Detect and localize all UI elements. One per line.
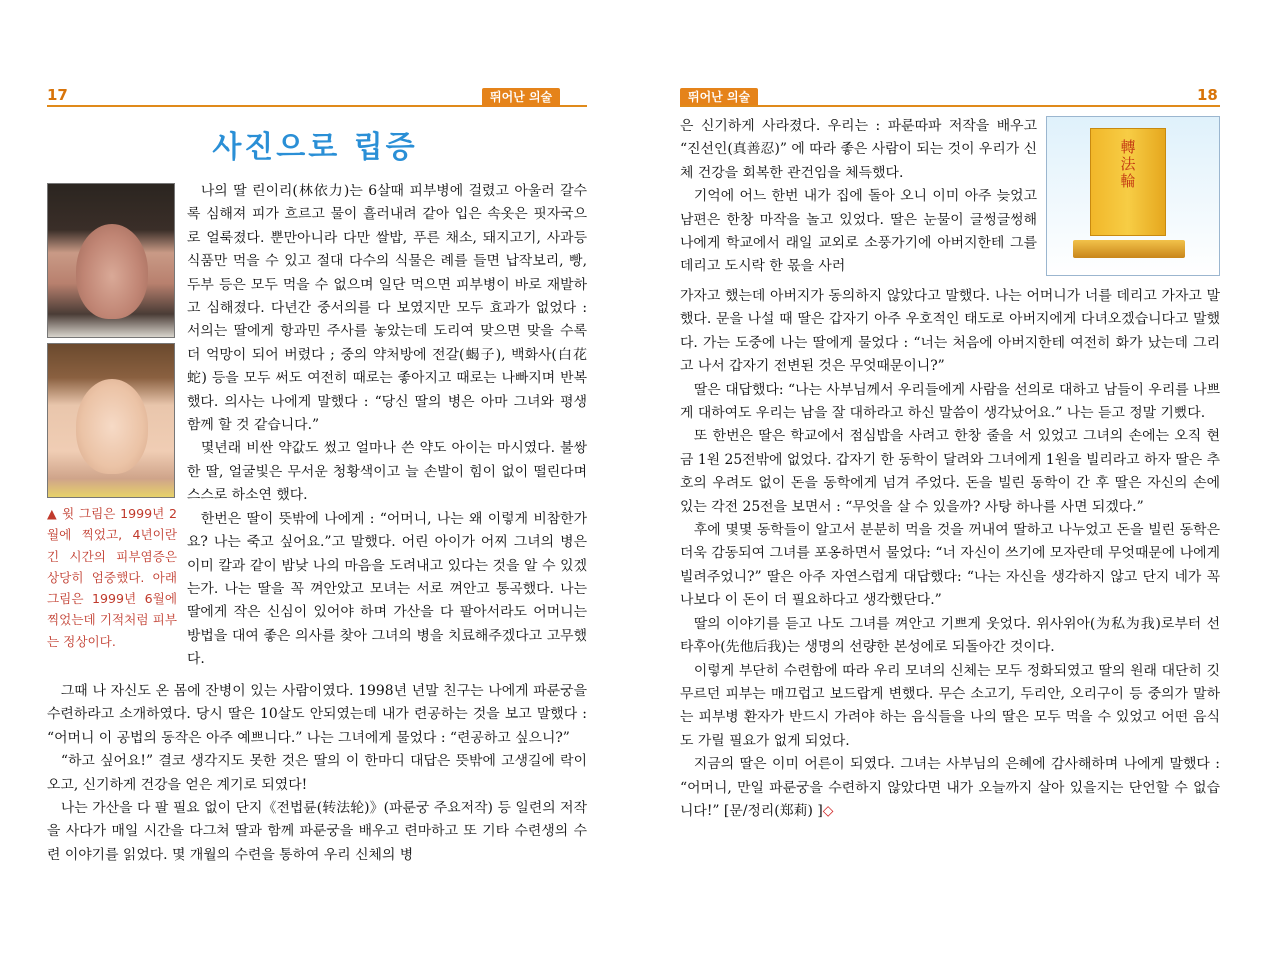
book-stand (1073, 240, 1185, 258)
body-text-lower (47, 680, 587, 867)
page-number: 18 (1197, 86, 1218, 104)
paragraph: 은 신기하게 사라졌다. 우리는 : 파룬따파 저작을 배우고 “진선인(真善忍)” 에 따라 좋은 사람이 되는 것이 우리가 신체 건강을 회복한 관건임을 체득했다. (680, 118, 1037, 181)
paragraph: 이렇게 부단히 수련함에 따라 우리 모녀의 신체는 모두 정화되였고 딸의 원래 대단히 깃무르던 피부는 매끄럽고 보드랍게 변했다. 무슨 소고기, 두리안, 오리구이 등 중의가 말하는 피부병 환자가 반드시 가려야 하는 음식들을 나의 딸은 모두 먹을 수 있었고 어떤 음식도 가릴 필요가 없게 되었다. (680, 662, 1220, 749)
section-badge: 뛰어난 의술 (680, 88, 758, 107)
end-mark-icon: ◇ (822, 802, 834, 819)
paragraph: 딸은 대답했다: “나는 사부님께서 우리들에게 사람을 선의로 대하고 남들이 우리를 나쁘게 대하여도 우리는 남을 잘 대하라고 하신 말씀이 생각났어요.” 나는 듣고 정말 기뻤다. (680, 381, 1220, 422)
photo-after (47, 343, 175, 498)
paragraph: 몇년래 비싼 약값도 썼고 얼마나 쓴 약도 아이는 마시였다. 불쌍한 딸, 얼굴빛은 무서운 청황색이고 늘 손발이 힘이 없이 떨린다며 스스로 하소연 했다. (187, 440, 587, 504)
paragraph: 한번은 딸이 뜻밖에 나에게 : “어머니, 나는 왜 이렇게 비참한가요? 나는 죽고 싶어요.”고 말했다. 어린 아이가 어찌 그녀의 병은 이미 칼과 같이 밤낮 나의 마음을 도려내고 있다는 것을 알 수 있겠는가. 나는 딸을 꼭 껴안았고 모녀는 서로 껴안고 통곡했다. 나는 딸에게 작은 신심이 있어야 하며 가산을 다 팔아서라도 어머니는 방법을 대여 좋은 의사를 찾아 그녀의 병을 치료해주겠다고 고무했다. (187, 510, 587, 668)
book-title: 轉法輪 (1120, 138, 1136, 190)
paragraph: 후에 몇몇 동학들이 알고서 분분히 먹을 것을 꺼내여 딸하고 나누었고 돈을 빌린 동학은 더욱 감동되여 그녀를 포옹하면서 물었다: “너 자신이 쓰기에 모자란데 무엇때문에 나에게 빌려주었니?” 딸은 아주 자연스럽게 대답했다: “나는 자신을 생각하지 않고 단지 네가 꼭 나보다 이 돈이 더 필요하다고 생각했단다.” (680, 522, 1220, 609)
paragraph-last (680, 753, 1220, 823)
paragraph: 가자고 했는데 아버지가 동의하지 않았다고 말했다. 나는 어머니가 너를 데리고 가자고 말했다. 문을 나설 때 딸은 갑자기 아주 우호적인 태도로 아버지에게 다녀오겠습니다고 말했다. 가는 도중에 나는 딸에게 물었다 : “너는 처음에 아버지한테 여전히 화가 났는데 그리고 나서 갑자기 전변된 것은 무엇때문이니?” (680, 288, 1220, 375)
left-page (0, 0, 632, 978)
paragraph: “하고 싶어요!” 결코 생각지도 못한 것은 딸의 이 한마디 대답은 뜻밖에 고생길에 락이 오고, 신기하게 건강을 얻은 계기로 되였다! (47, 753, 587, 793)
photo-caption: ▲ 윗 그림은 1999년 2월에 찍었고, 4년이란 긴 시간의 피부염증은 상당히 엄중했다. 아래 그림은 1999년 6월에 찍었는데 기적처럼 피부는 정상이다. (47, 506, 177, 649)
paragraph: 그때 나 자신도 온 몸에 잔병이 있는 사람이였다. 1998년 년말 친구는 나에게 파룬궁을 수련하라고 소개하였다. 당시 딸은 10살도 안되였는데 내가 련공하는 것을 보고 말했다 : “어머니 이 공법의 동작은 아주 예쁘니다.” 나는 그녀에게 물었다 : “련공하고 싶으니?” (47, 683, 587, 746)
photo-before (47, 183, 175, 338)
header-rule (680, 105, 1220, 107)
body-text-upper (187, 180, 587, 672)
paragraph: 나의 딸 린이리(林依力)는 6살때 피부병에 걸렸고 아울러 갈수록 심해져 피가 흐르고 물이 흘러내려 같아 입은 속옷은 핏자국으로 얼룩졌다. 뿐만아니라 다만 쌀밥, 푸른 채소, 돼지고기, 사과등 식품만 먹을 수 있고 절대 다수의 식물은 례를 들면 납작보리, 빵, 두부 등은 모두 먹을 수 없으며 일단 먹으면 피부병이 바로 재발하고 심해졌다. 다년간 중서의를 다 보였지만 모두 효과가 없었다 : 서의는 딸에게 항과민 주사를 놓았는데 도리여 맞으면 맞을 수록 더 억망이 되어 버렸다 ; 중의 약처방에 전갈(蝎子), 백화사(白花蛇) 등을 모두 써도 여전히 때로는 좋아지고 때로는 나빠지며 반복했다. 의사는 나에게 말했다 : “당신 딸의 병은 아마 그녀와 평생 함께 할 것 같습니다.” (187, 183, 587, 434)
article-title: 사진으로 립증 (212, 130, 418, 165)
body-text-lower (680, 285, 1220, 823)
body-text-upper (680, 115, 1037, 279)
paragraph-text: 지금의 딸은 이미 어른이 되였다. 그녀는 사부님의 은혜에 감사해하며 나에게 말했다 : “어머니, 만일 파룬궁을 수련하지 않았다면 내가 오늘까지 살아 있을지는 단언할 수 없습니다!” [문/정리(郑莉) ] (680, 756, 1220, 819)
paragraph: 나는 가산을 다 팔 필요 없이 단지《전법륜(转法轮)》(파룬궁 주요저작) 등 일련의 저작을 사다가 매일 시간을 다그쳐 딸과 함께 파룬궁을 배우고 련마하고 또 기타 수련생의 수련 이야기를 읽었다. 몇 개월의 수련을 통하여 우리 신체의 병 (47, 800, 587, 863)
face-shape (76, 379, 148, 474)
section-badge: 뛰어난 의술 (482, 88, 560, 107)
face-shape (76, 224, 148, 319)
page-number: 17 (47, 86, 68, 104)
paragraph: 기억에 어느 한번 내가 집에 돌아 오니 이미 아주 늦었고 남편은 한창 마작을 놀고 있었다. 딸은 눈물이 글썽글썽해 나에게 학교에서 래일 교외로 소풍가기에 아버지한테 그를 데리고 도시락 한 몫을 사러 (680, 188, 1037, 275)
paragraph: 딸의 이야기를 듣고 나도 그녀를 껴안고 기쁘게 웃었다. 위사위아(为私为我)로부터 선타후아(先他后我)는 생명의 선량한 본성에로 되돌아간 것이다. (680, 615, 1220, 656)
paragraph: 또 한번은 딸은 학교에서 점심밥을 사려고 한창 줄을 서 있었고 그녀의 손에는 오직 현금 1원 25전밖에 없었다. 갑자기 한 동학이 달려와 그녀에게 1원을 빌리라고 하자 딸은 추호의 우려도 없이 돈을 동학에게 넘겨 주었다. 돈을 빌린 동학이 간 후 딸은 자신의 손에 있는 각전 25전을 보면서 : “무엇을 살 수 있을까? 사탕 하나를 사면 되겠다.” (680, 428, 1220, 515)
book-icon (1090, 128, 1166, 236)
